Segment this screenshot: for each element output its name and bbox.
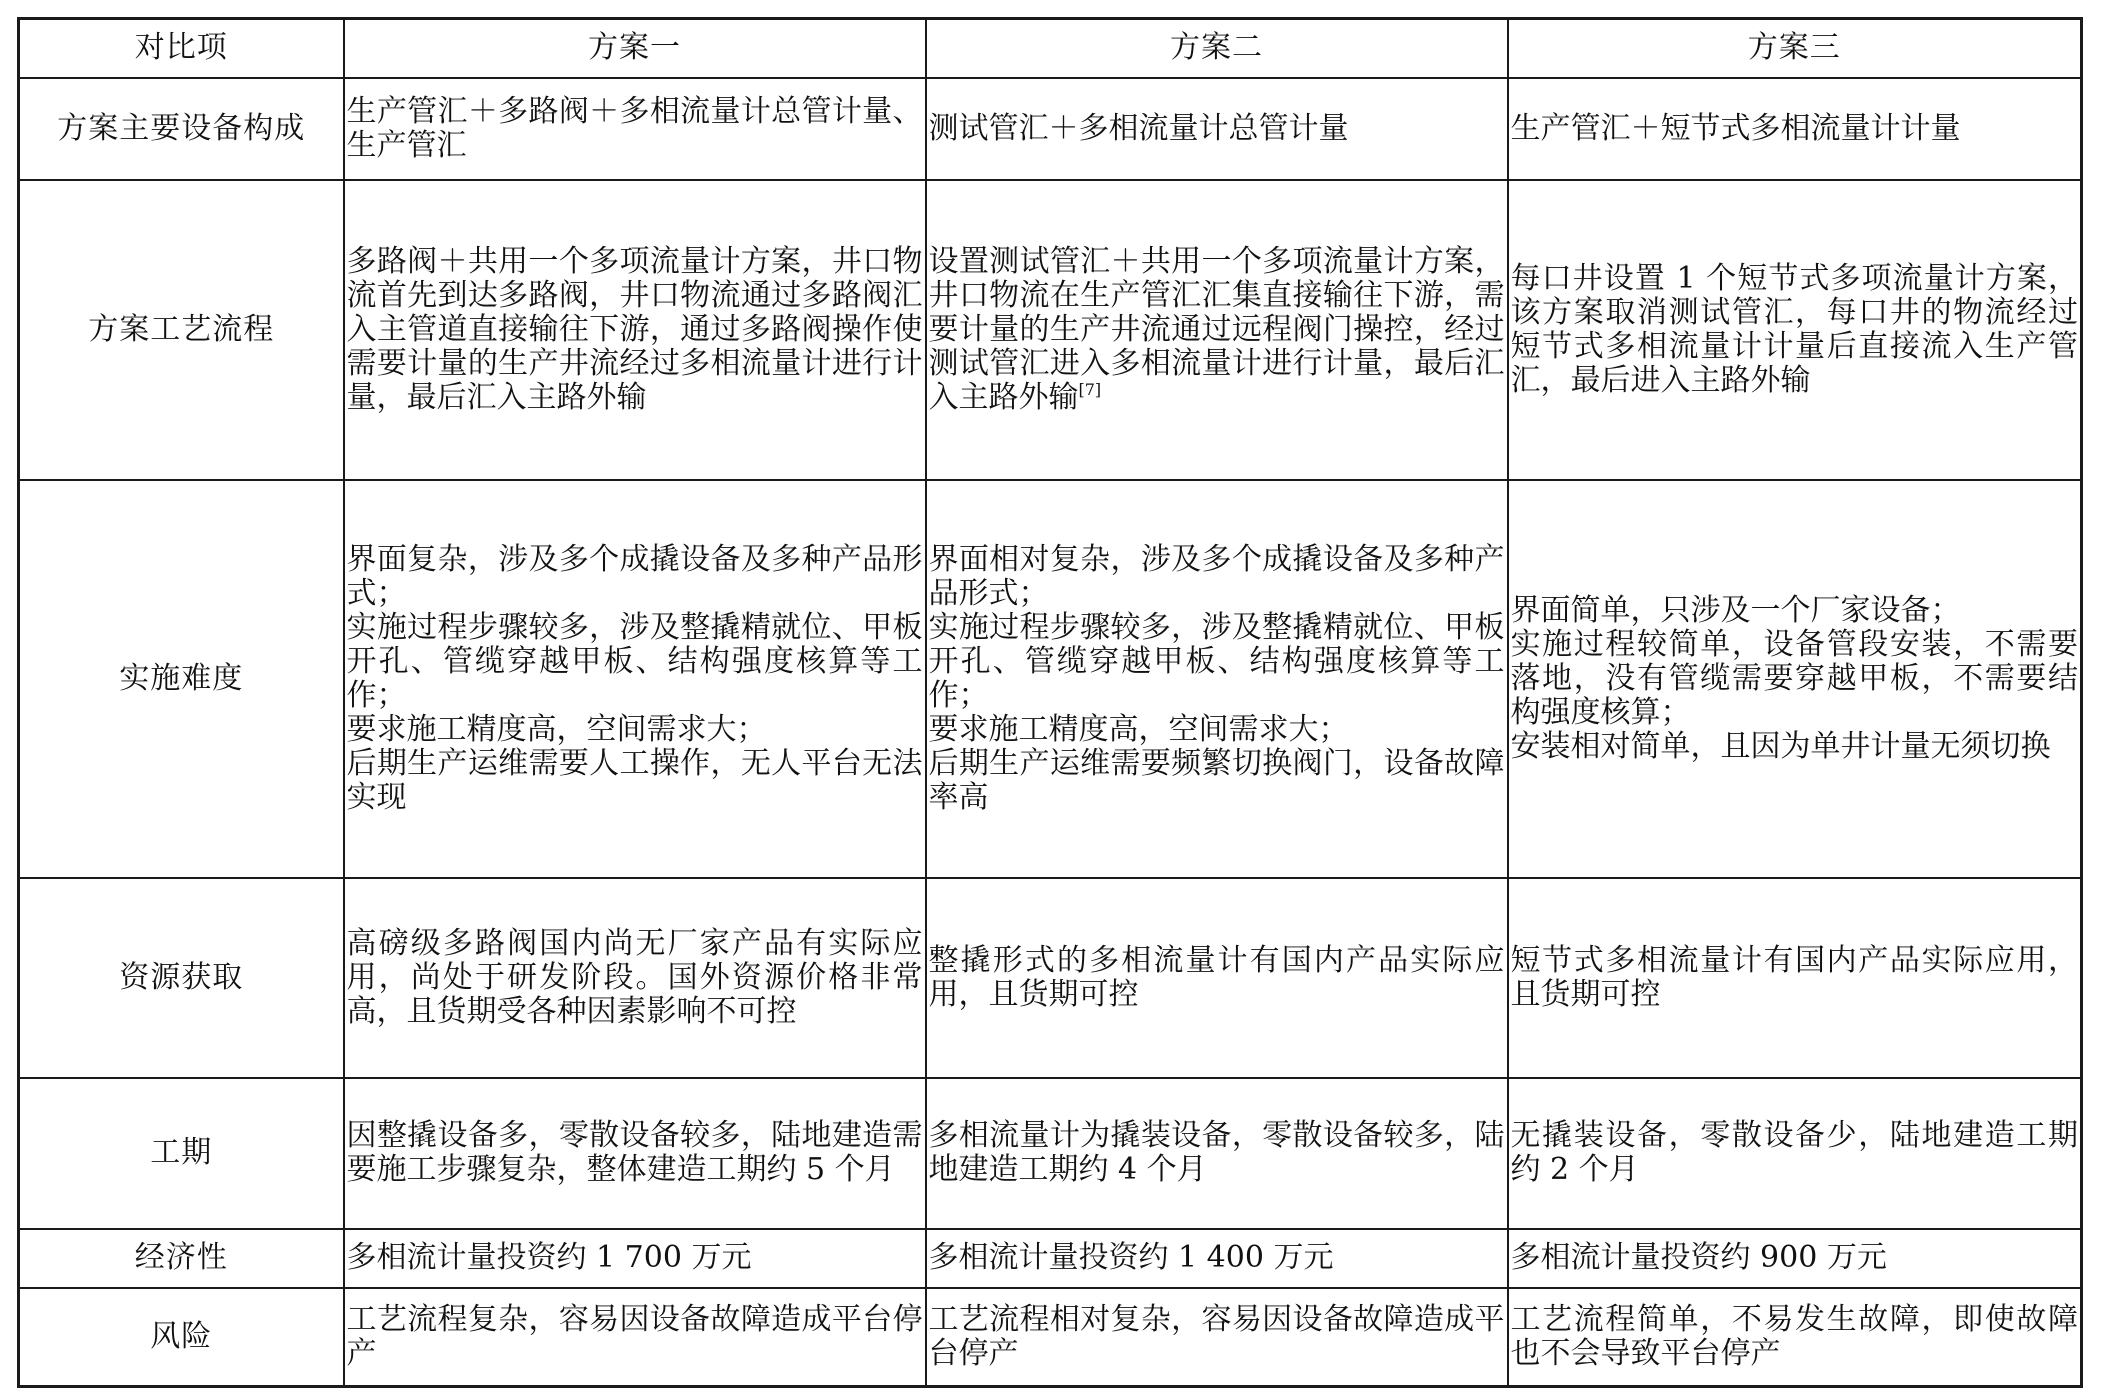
- cell-process-plan-2: [926, 180, 1508, 480]
- cell-risk-plan-1: 工艺流程复杂，容易因设备故障造成平台停产: [344, 1288, 926, 1387]
- cell-difficulty-plan-1: 界面复杂，涉及多个成撬设备及多种产品形式； 实施过程步骤较多，涉及整撬精就位、甲板开孔、管缆穿越甲板、结构强度核算等工作； 要求施工精度高，空间需求大； 后期生产运维需要人工操作，无人平台无法实现: [344, 480, 926, 878]
- row-label-difficulty: 实施难度: [19, 480, 344, 878]
- cell-economy-plan-1: 多相流计量投资约 1 700 万元: [344, 1229, 926, 1288]
- cell-risk-plan-3: 工艺流程简单，不易发生故障，即使故障也不会导致平台停产: [1508, 1288, 2082, 1387]
- cell-resources-plan-1: 高磅级多路阀国内尚无厂家产品有实际应用，尚处于研发阶段。国外资源价格非常高，且货期受各种因素影响不可控: [344, 878, 926, 1078]
- row-label-equipment: 方案主要设备构成: [19, 78, 344, 180]
- row-schedule: [19, 1078, 2082, 1229]
- cell-process-plan-2-text: 设置测试管汇＋共用一个多项流量计方案，井口物流在生产管汇汇集直接输往下游，需要计量的生产井流通过远程阀门操控，经过测试管汇进入多相流量计进行计量，最后汇入主路外输: [928, 243, 1505, 415]
- header-plan-1: 方案一: [344, 19, 926, 78]
- header-plan-2: 方案二: [926, 19, 1508, 78]
- cell-schedule-plan-1: 因整撬设备多，零散设备较多，陆地建造需要施工步骤复杂，整体建造工期约 5 个月: [344, 1078, 926, 1229]
- row-economy: [19, 1229, 2082, 1288]
- row-risk: [19, 1288, 2082, 1387]
- header-plan-3: 方案三: [1508, 19, 2082, 78]
- header-compare-item: 对比项: [19, 19, 344, 78]
- cell-resources-plan-2: 整撬形式的多相流量计有国内产品实际应用，且货期可控: [926, 878, 1508, 1078]
- cell-process-plan-3: 每口井设置 1 个短节式多项流量计方案，该方案取消测试管汇，每口井的物流经过短节式多相流量计计量后直接流入生产管汇，最后进入主路外输: [1508, 180, 2082, 480]
- cell-economy-plan-3: 多相流计量投资约 900 万元: [1508, 1229, 2082, 1288]
- row-label-economy: 经济性: [19, 1229, 344, 1288]
- cell-equipment-plan-3: 生产管汇＋短节式多相流量计计量: [1508, 78, 2082, 180]
- row-label-schedule: 工期: [19, 1078, 344, 1229]
- cell-equipment-plan-1: 生产管汇＋多路阀＋多相流量计总管计量、生产管汇: [344, 78, 926, 180]
- comparison-table-wrapper: [17, 17, 2083, 1388]
- row-process-flow: [19, 180, 2082, 480]
- row-label-resources: 资源获取: [19, 878, 344, 1078]
- row-difficulty: [19, 480, 2082, 878]
- cell-risk-plan-2: 工艺流程相对复杂，容易因设备故障造成平台停产: [926, 1288, 1508, 1387]
- cell-process-plan-1: 多路阀＋共用一个多项流量计方案，井口物流首先到达多路阀，井口物流通过多路阀汇入主管道直接输往下游，通过多路阀操作使需要计量的生产井流经过多相流量计进行计量，最后汇入主路外输: [344, 180, 926, 480]
- cell-difficulty-plan-3: 界面简单，只涉及一个厂家设备； 实施过程较简单，设备管段安装，不需要落地，没有管缆需要穿越甲板，不需要结构强度核算； 安装相对简单，且因为单井计量无须切换: [1508, 480, 2082, 878]
- header-row: [19, 19, 2082, 78]
- comparison-table: [17, 17, 2083, 1388]
- cell-schedule-plan-2: 多相流量计为撬装设备，零散设备较多，陆地建造工期约 4 个月: [926, 1078, 1508, 1229]
- cell-economy-plan-2: 多相流计量投资约 1 400 万元: [926, 1229, 1508, 1288]
- cell-equipment-plan-2: 测试管汇＋多相流量计总管计量: [926, 78, 1508, 180]
- row-resources: [19, 878, 2082, 1078]
- row-label-process-flow: 方案工艺流程: [19, 180, 344, 480]
- row-equipment: [19, 78, 2082, 180]
- cell-schedule-plan-3: 无撬装设备，零散设备少，陆地建造工期约 2 个月: [1508, 1078, 2082, 1229]
- citation-ref: [7]: [1078, 379, 1102, 399]
- cell-resources-plan-3: 短节式多相流量计有国内产品实际应用，且货期可控: [1508, 878, 2082, 1078]
- row-label-risk: 风险: [19, 1288, 344, 1387]
- cell-difficulty-plan-2: 界面相对复杂，涉及多个成撬设备及多种产品形式； 实施过程步骤较多，涉及整撬精就位、甲板开孔、管缆穿越甲板、结构强度核算等工作； 要求施工精度高，空间需求大； 后期生产运维需要频繁切换阀门，设备故障率高: [926, 480, 1508, 878]
